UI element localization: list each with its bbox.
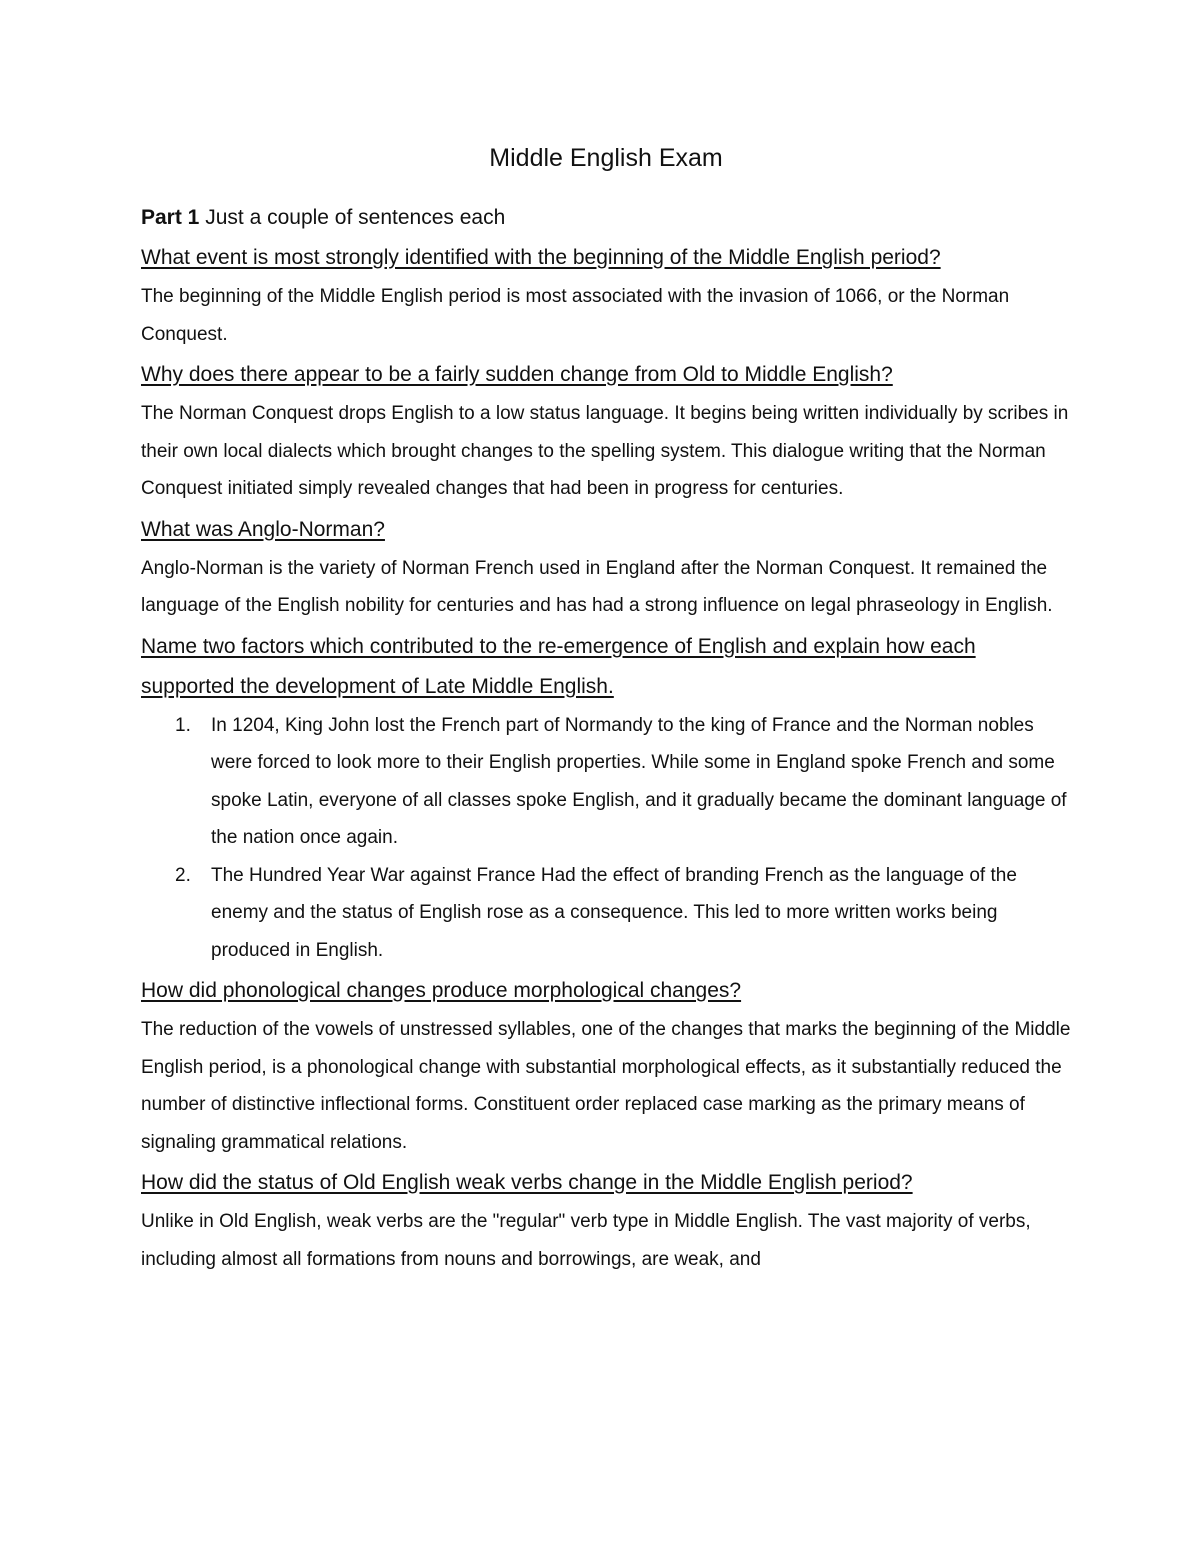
list-item-text: In 1204, King John lost the French part of Normandy to the king of France and the Norman nobles were forced to look more to their English properties. While some in England spoke French and some spoke Latin, everyone of all classes spoke English, and it gradually became the dominant language of the nation once again.: [211, 714, 1067, 848]
question-2: Why does there appear to be a fairly sudden change from Old to Middle English?: [141, 363, 893, 386]
part-instruction: Just a couple of sentences each: [205, 206, 506, 229]
question-5: How did phonological changes produce morphological changes?: [141, 979, 742, 1002]
part-label: Part 1: [141, 206, 200, 229]
document-page: [141, 140, 1071, 1278]
page-title: Middle English Exam: [489, 144, 723, 172]
question-3: What was Anglo-Norman?: [141, 517, 385, 541]
question-6: How did the status of Old English weak verbs change in the Middle English period?: [141, 1171, 913, 1194]
list-item: [175, 857, 1071, 970]
question-1: What event is most strongly identified with the beginning of the Middle English period?: [141, 246, 941, 269]
list-item-text: The Hundred Year War against France Had the effect of branding French as the language of the enemy and the status of English rose as a consequence. This led to more written works being produced in English.: [211, 864, 1017, 961]
list-item-number: 1.: [175, 714, 191, 736]
list-item-number: 2.: [175, 864, 191, 886]
part-heading: [141, 200, 1071, 236]
factors-list: [141, 707, 1071, 970]
question-4: Name two factors which contributed to the re-emergence of English and explain how each supported the development of Late Middle English.: [141, 634, 976, 698]
answer-1: The beginning of the Middle English period is most associated with the invasion of 1066, or the Norman Conquest.: [141, 286, 1010, 345]
list-item: [175, 707, 1071, 857]
answer-6: Unlike in Old English, weak verbs are the "regular" verb type in Middle English. The vast majority of verbs, including almost all formations from nouns and borrowings, are weak, and: [141, 1211, 1031, 1270]
answer-2: The Norman Conquest drops English to a low status language. It begins being written individually by scribes in their own local dialects which brought changes to the spelling system. This dialogue writing that the Norman Conquest initiated simply revealed changes that had been in progress for centuries.: [141, 403, 1069, 499]
answer-3: Anglo-Norman is the variety of Norman French used in England after the Norman Conquest. It remained the language of the English nobility for centuries and has had a strong influence on legal phraseology in English.: [141, 557, 1053, 616]
answer-5: The reduction of the vowels of unstressed syllables, one of the changes that marks the beginning of the Middle English period, is a phonological change with substantial morphological effects, as it substantially reduced the number of distinctive inflectional forms. Constituent order replaced case marking as the primary means of signaling grammatical relations.: [141, 1019, 1071, 1153]
